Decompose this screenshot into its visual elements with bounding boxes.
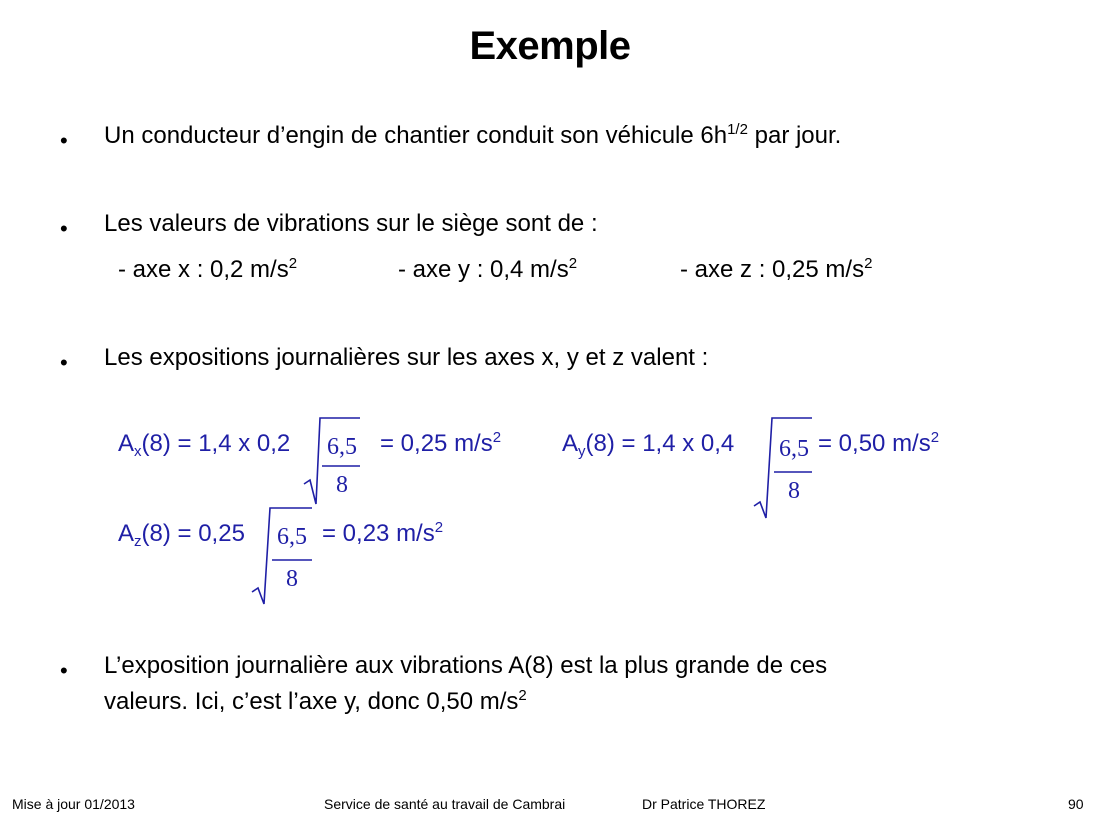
bullet-marker: • bbox=[60, 658, 68, 683]
slide-title: Exemple bbox=[469, 24, 631, 68]
axis-z-value: - axe z : 0,25 $m/s^2$ bbox=[680, 255, 873, 283]
bullet-marker: • bbox=[60, 216, 68, 241]
fraction-denominator: 8 bbox=[336, 472, 348, 498]
equation-az-rhs: = 0,23 $m/s^2$ bbox=[322, 519, 444, 547]
bullet-3-text: Les expositions journalières sur les axes x, y et z valent : bbox=[104, 344, 709, 371]
bullet-4-text: L’exposition journalière aux vibrations A(8) est la plus grande de ces valeurs. Ici, c’est l’axe y, donc 0,50 $m/s^2$ bbox=[104, 652, 828, 715]
bullet-marker: • bbox=[60, 128, 68, 153]
axis-x-value: - axe x : 0,2 $m/s^2$ bbox=[118, 255, 298, 283]
bullet-2-text: Les valeurs de vibrations sur le siège sont de : bbox=[104, 210, 598, 237]
sqrt-fraction-ay bbox=[752, 414, 816, 522]
equation-az-lhs: $A_z(8) = 0,25$ bbox=[118, 520, 245, 550]
fraction-denominator: 8 bbox=[788, 478, 800, 504]
equation-ay-lhs: $A_y(8) = 1,4$ x 0,4 bbox=[562, 430, 735, 460]
equation-ax-lhs: $A_x(8) = 1,4$ x 0,2 bbox=[118, 430, 291, 460]
sqrt-fraction-ax bbox=[302, 414, 366, 512]
axis-y-value: - axe y : 0,4 $m/s^2$ bbox=[398, 255, 578, 283]
bullet-marker: • bbox=[60, 350, 68, 375]
fraction-numerator: 6,5 bbox=[327, 434, 357, 460]
fraction-denominator: 8 bbox=[286, 566, 298, 592]
bullet-1-text: Un conducteur d’engin de chantier conduit son véhicule $6h^{1/2}$ par jour. bbox=[104, 121, 842, 149]
radical-sign bbox=[752, 414, 816, 522]
sqrt-fraction-az bbox=[250, 504, 316, 608]
equation-ay-rhs: = 0,50 $m/s^2$ bbox=[818, 429, 940, 457]
footer-update-date: Mise à jour 01/2013 bbox=[12, 796, 135, 812]
equation-ax-rhs: = 0,25 $m/s^2$ bbox=[380, 429, 502, 457]
footer-author: Dr Patrice THOREZ bbox=[642, 796, 766, 812]
page-number: 90 bbox=[1068, 796, 1084, 812]
fraction-numerator: 6,5 bbox=[779, 436, 809, 462]
fraction-numerator: 6,5 bbox=[277, 524, 307, 550]
footer-service: Service de santé au travail de Cambrai bbox=[324, 796, 566, 812]
